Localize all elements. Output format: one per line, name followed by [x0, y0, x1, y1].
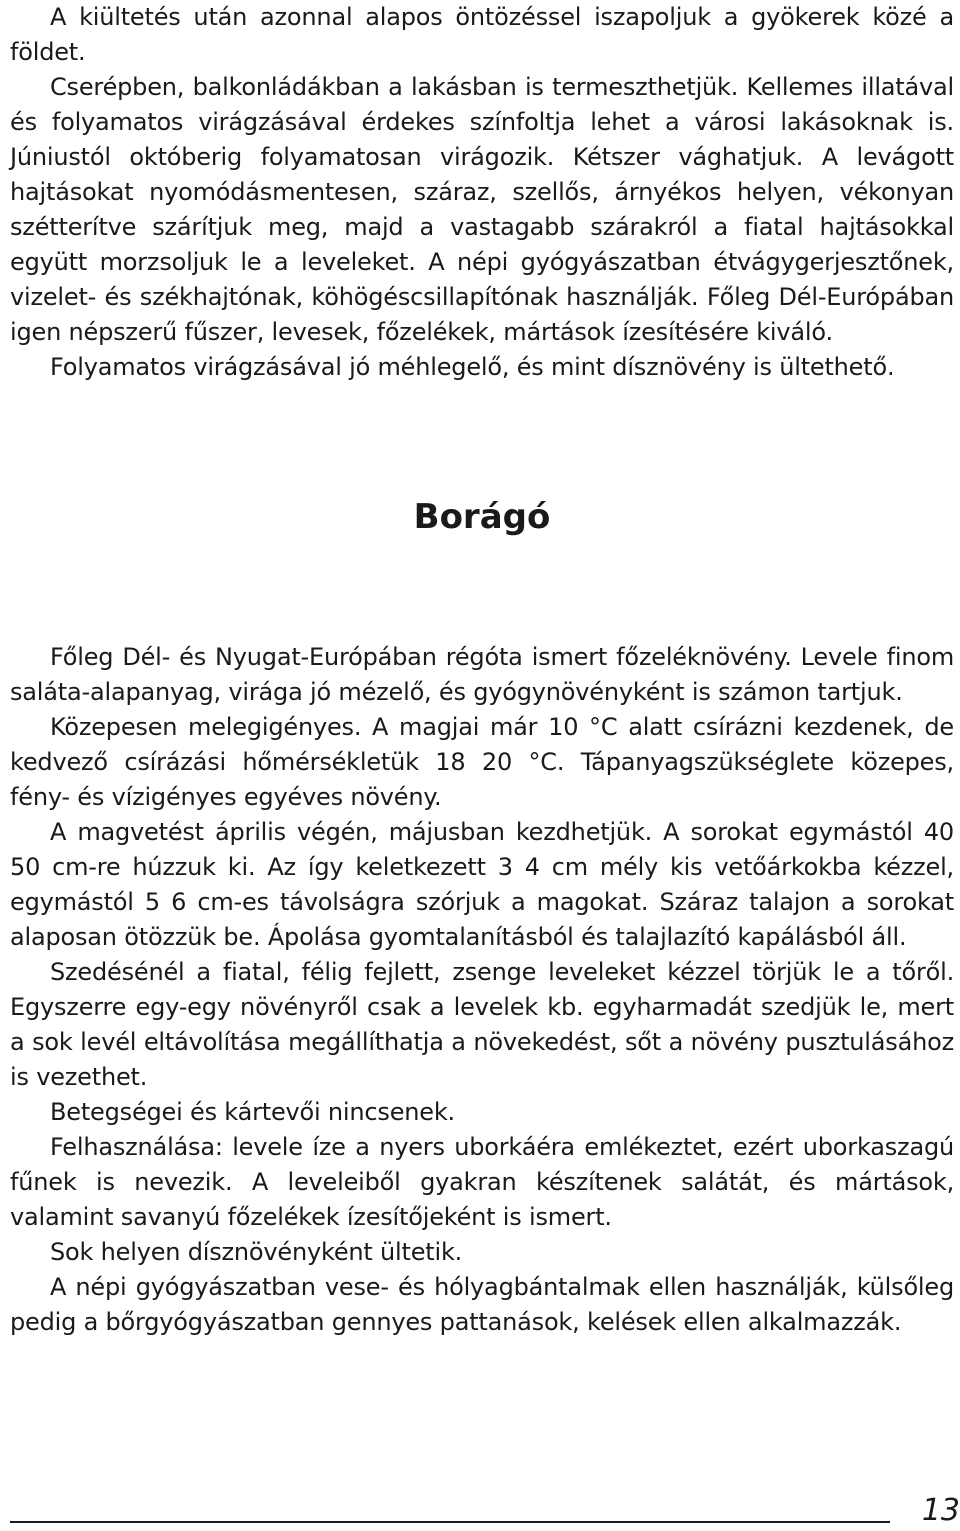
paragraph-transplant-watering: A kiültetés után azonnal alapos öntözéssel iszapoljuk a gyökerek közé a földet. — [10, 3, 954, 66]
paragraph-usage: Felhasználása: levele íze a nyers uborkáéra emlékeztet, ezért uborkaszagú fűnek is nevezik. A leveleiből gyakran készítenek salátát, és mártások, valamint savanyú főzelékek ízesítőjeként is ismert. — [10, 1133, 954, 1231]
paragraph-harvest: Szedésénél a fiatal, félig fejlett, zsenge leveleket kézzel törjük le a tőről. Egyszerre egy-egy növényről csak a levelek kb. egyharmadát szedjük le, mert a sok levél eltávolítása megállíthatja a növekedést, sőt a növény pusztulásához is vezethet. — [10, 958, 954, 1091]
paragraph-climate: Közepesen melegigényes. A magjai már 10 °C alatt csírázni kezdenek, de kedvező csírázási hőmérsékletük 18 20 °C. Tápanyagszükséglete közepes, fény- és vízigényes egyéves növény. — [10, 713, 954, 811]
paragraph-ornamental: Sok helyen dísznövényként ültetik. — [50, 1238, 463, 1266]
section-heading-boragio: Borágó — [413, 497, 551, 537]
top-text-section — [10, 0, 954, 385]
page-number: 13 — [921, 1493, 960, 1528]
footer-rule — [10, 1521, 890, 1523]
paragraph-pests: Betegségei és kártevői nincsenek. — [50, 1098, 455, 1126]
paragraph-bee-pasture: Folyamatos virágzásával jó méhlegelő, és mint dísznövény is ültethető. — [50, 353, 895, 381]
paragraph-container-growing: Cserépben, balkonládákban a lakásban is termeszthetjük. Kellemes illatával és folyamatos virágzásával érdekes színfoltja lehet a városi lakásoknak is. Júniustól októberig folyamatosan virágozik. Kétszer vághatjuk. A levágott hajtásokat nyomódásmentesen, száraz, szellős, árnyékos helyen, vékonyan szétterítve szárítjuk meg, majd a vastagabb szárakról a fiatal hajtásokkal együtt morzsoljuk le a leveleket. A népi gyógyászatban étvágygerjesztőnek, vizelet- és székhajtónak, köhögéscsillapítónak használják. Főleg Dél-Európában igen népszerű fűszer, levesek, főzelékek, mártások ízesítésére kiváló. — [10, 73, 954, 346]
paragraph-sowing: A magvetést április végén, májusban kezdhetjük. A sorokat egymástól 40 50 cm-re húzzuk ki. Az így keletkezett 3 4 cm mély kis vetőárkokba kézzel, egymástól 5 6 cm-es távolságra szórjuk a magokat. Száraz talajon a sorokat alaposan ötözzük be. Ápolása gyomtalanításból és talajlazító kapálásból áll. — [10, 818, 954, 951]
paragraph-origin: Főleg Dél- és Nyugat-Európában régóta ismert főzeléknövény. Levele finom saláta-alapanyag, virága jó mézelő, és gyógynövényként is számon tartjuk. — [10, 643, 954, 706]
paragraph-folk-medicine: A népi gyógyászatban vese- és hólyagbántalmak ellen használják, külsőleg pedig a bőrgyógyászatban gennyes pattanások, kelések ellen alkalmazzák. — [10, 1273, 954, 1336]
boragio-text-section — [10, 640, 954, 1340]
